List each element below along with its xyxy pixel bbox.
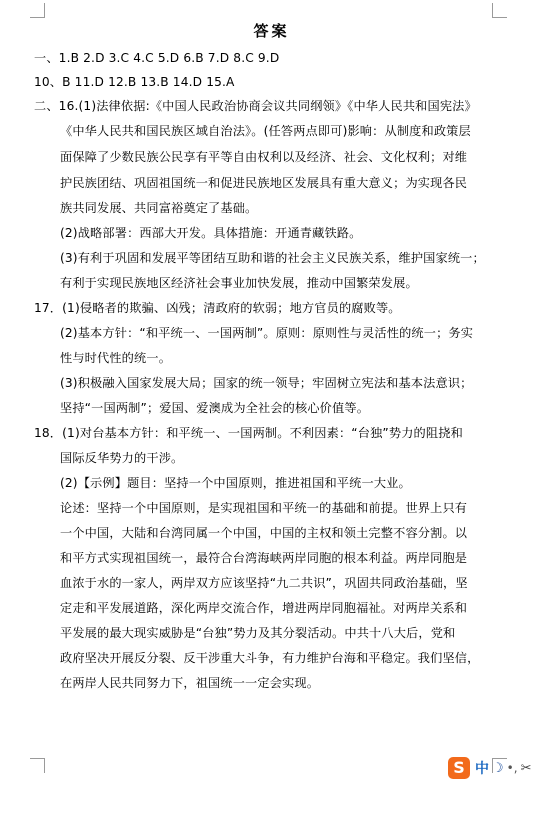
scissors-icon[interactable]: ✂: [520, 760, 532, 776]
answer-line: 二、16.(1)法律依据:《中国人民政治协商会议共同纲领》《中华人民共和国宪法》: [34, 99, 477, 113]
answer-line: 血浓于水的一家人，两岸双方应该坚持“九二共识”，巩固共同政治基础，坚: [60, 576, 468, 590]
ime-toolbar[interactable]: [448, 756, 540, 780]
answer-line: (2)战略部署：西部大开发。具体措施：开通青藏铁路。: [60, 226, 362, 240]
answer-line: 族共同发展、共同富裕奠定了基础。: [60, 201, 258, 215]
page-corner-mark-bottom-left: [30, 758, 45, 773]
moon-icon[interactable]: ☽: [492, 760, 504, 776]
answer-line: 平发展的最大现实威胁是“台独”势力及其分裂活动。中共十八大后，党和: [60, 626, 456, 640]
answer-line: 护民族团结、巩固祖国统一和促进民族地区发展具有重大意义；为实现各民: [60, 176, 468, 190]
answer-line: (2)【示例】题目：坚持一个中国原则，推进祖国和平统一大业。: [60, 476, 411, 490]
answer-line: 坚持“一国两制”；爱国、爱澳成为全社会的核心价值等。: [60, 401, 370, 415]
answer-line: 《中华人民共和国民族区域自治法》。(任答两点即可)影响：从制度和政策层: [60, 124, 471, 138]
page-corner-mark-top-left: [30, 3, 45, 18]
sogou-logo-icon[interactable]: S: [448, 757, 470, 779]
answer-line: 定走和平发展道路，深化两岸交流合作，增进两岸同胞福祉。对两岸关系和: [60, 601, 468, 615]
answer-line: 10、B 11.D 12.B 13.B 14.D 15.A: [34, 75, 235, 89]
answer-line: 和平方式实现祖国统一，最符合台湾海峡两岸同胞的根本利益。两岸同胞是: [60, 551, 468, 565]
answer-line: (3)积极融入国家发展大局；国家的统一领导；牢固树立宪法和基本法意识；: [60, 376, 473, 390]
answer-line: 有利于实现民族地区经济社会事业加快发展，推动中国繁荣发展。: [60, 276, 418, 290]
answer-line: 17．(1)侵略者的欺骗、凶残；清政府的软弱；地方官员的腐败等。: [34, 301, 401, 315]
answer-line: 18．(1)对台基本方针：和平统一、一国两制。不利因素：“台独”势力的阻挠和: [34, 426, 463, 440]
answer-line: (2)基本方针：“和平统一、一国两制”。原则：原则性与灵活性的统一；务实: [60, 326, 474, 340]
answer-line: 一、1.B 2.D 3.C 4.C 5.D 6.B 7.D 8.C 9.D: [34, 51, 280, 65]
answer-line: 国际反华势力的干涉。: [60, 451, 184, 465]
document-title: 答案: [253, 22, 290, 40]
answer-line: 政府坚决开展反分裂、反干涉重大斗争，有力维护台海和平稳定。我们坚信，: [60, 651, 480, 665]
ime-language-toggle[interactable]: 中: [475, 761, 489, 777]
answer-line: (3)有利于巩固和发展平等团结互助和谐的社会主义民族关系，维护国家统一；: [60, 251, 485, 265]
answer-line: 在两岸人民共同努力下，祖国统一一定会实现。: [60, 676, 320, 690]
answer-line: 论述：坚持一个中国原则，是实现祖国和平统一的基础和前提。世界上只有: [60, 501, 468, 515]
answer-line: 面保障了少数民族公民享有平等自由权利以及经济、社会、文化权利；对维: [60, 150, 468, 164]
page-corner-mark-top-right: [492, 3, 507, 18]
ime-punctuation-toggle[interactable]: •,: [506, 761, 518, 775]
answer-line: 性与时代性的统一。: [60, 351, 172, 365]
answer-line: 一个中国，大陆和台湾同属一个中国，中国的主权和领土完整不容分割。以: [60, 526, 468, 540]
